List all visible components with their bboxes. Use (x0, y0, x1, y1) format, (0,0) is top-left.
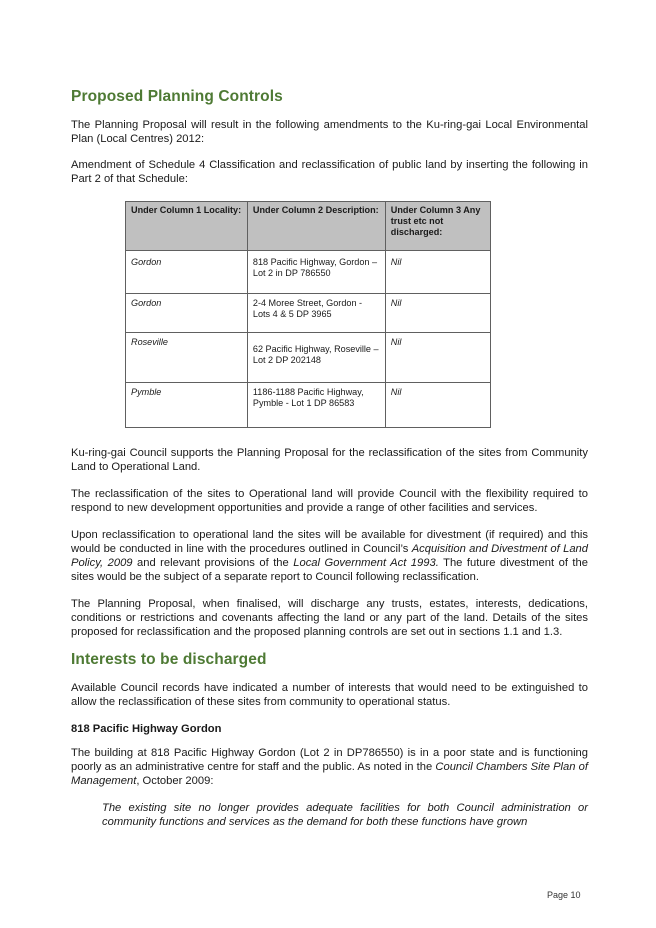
reclassification-table (125, 201, 491, 428)
text-fragment: and relevant provisions of the (132, 557, 294, 569)
text-fragment: The building at 818 Pacific Highway Gordon (Lot 2 in DP786550) is in a poor state and is functioning poorly as an administrative centre for staff and the public. As noted in the (71, 747, 588, 773)
header-column-1: Under Column 1 Locality: (126, 202, 248, 251)
paragraph-operational-flexibility: The reclassification of the sites to Operational land will provide Council with the flexibility required to respond to new development opportunities and provide a range of other facilities and services. (71, 488, 588, 514)
paragraph-discharge-trusts: The Planning Proposal, when finalised, will discharge any trusts, estates, interests, dedications, conditions or restrictions and covenants affecting the land or any part of the land. Details of the sites proposed for reclassification and the proposed planning controls are set out in sections 1.1 and 1.3. (71, 598, 588, 638)
paragraph-amendments-intro: The Planning Proposal will result in the following amendments to the Ku-ring-gai Local Environmental Plan (Local Centres) 2012: (71, 119, 588, 145)
cell-locality: Gordon (126, 294, 248, 333)
paragraph-divestment (71, 528, 588, 584)
cell-description: 818 Pacific Highway, Gordon – Lot 2 in DP 786550 (247, 251, 385, 294)
heading-interests-to-be-discharged: Interests to be discharged (71, 651, 267, 668)
table-row (126, 383, 491, 428)
cell-locality: Pymble (126, 383, 248, 428)
policy-title: Acquisition and Divestment of Land Policy, 2009 (71, 543, 588, 569)
cell-description: 2-4 Moree Street, Gordon - Lots 4 & 5 DP 3965 (247, 294, 385, 333)
table-row (126, 333, 491, 383)
table-row (126, 294, 491, 333)
cell-description: 1186-1188 Pacific Highway, Pymble - Lot 1 DP 86583 (247, 383, 385, 428)
text-fragment: The future divestment of the sites would be the subject of a separate report to Council following reclassification. (71, 557, 588, 583)
cell-trust: Nil (385, 383, 490, 428)
table-row (126, 251, 491, 294)
paragraph-council-supports: Ku-ring-gai Council supports the Planning Proposal for the reclassification of the sites from Community Land to Operational Land. (71, 447, 588, 473)
paragraph-schedule-4: Amendment of Schedule 4 Classification and reclassification of public land by inserting the following in Part 2 of that Schedule: (71, 159, 588, 185)
page-content (71, 88, 588, 829)
table-header-row (126, 202, 491, 251)
header-column-2: Under Column 2 Description: (247, 202, 385, 251)
paragraph-council-records: Available Council records have indicated a number of interests that would need to be extinguished to allow the reclassification of these sites from community to operational status. (71, 682, 588, 708)
heading-proposed-planning-controls: Proposed Planning Controls (71, 88, 283, 105)
cell-description: 62 Pacific Highway, Roseville – Lot 2 DP 202148 (247, 333, 385, 383)
cell-locality: Gordon (126, 251, 248, 294)
cell-trust: Nil (385, 294, 490, 333)
subheading-818-pacific-highway: 818 Pacific Highway Gordon (71, 723, 222, 735)
cell-locality: Roseville (126, 333, 248, 383)
paragraph-building-state (71, 746, 588, 788)
page-number: Page 10 (547, 890, 581, 900)
block-quote: The existing site no longer provides adequate facilities for both Council administration or community functions and services as the demand for both these functions have grown (102, 802, 588, 828)
plan-title: Council Chambers Site Plan of Management (71, 761, 588, 787)
header-column-3: Under Column 3 Any trust etc not discharged: (385, 202, 490, 251)
text-fragment: , October 2009: (136, 775, 214, 787)
act-title: Local Government Act 1993. (293, 557, 439, 569)
cell-trust: Nil (385, 333, 490, 383)
cell-trust: Nil (385, 251, 490, 294)
text-fragment: Upon reclassification to operational land the sites will be available for divestment (if required) and this would be conducted in line with the procedures outlined in Council’s (71, 529, 588, 555)
